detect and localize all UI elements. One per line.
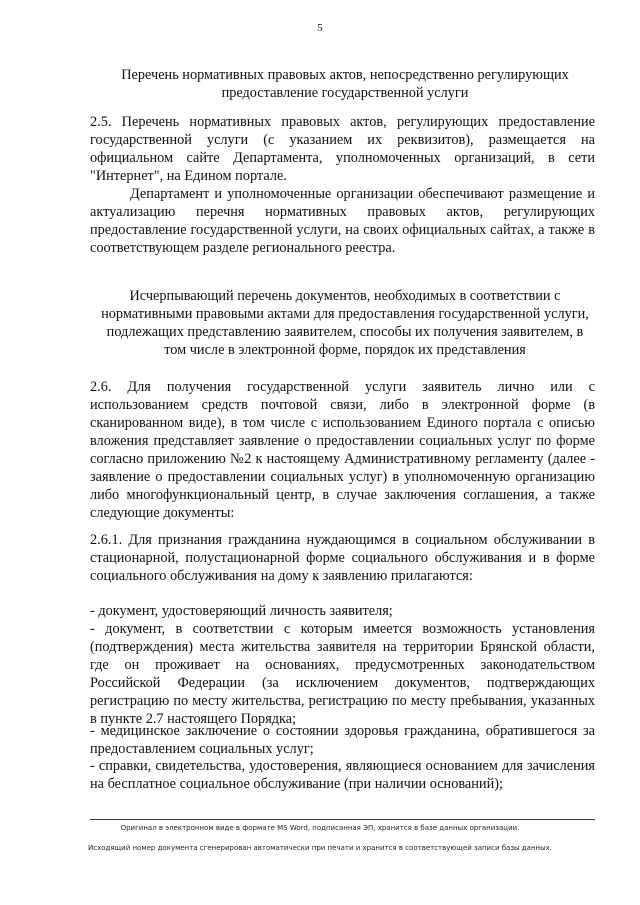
section-heading-legal-acts: Перечень нормативных правовых актов, непосредственно регулирующих предоставление государственной услуги	[121, 67, 569, 101]
section-heading-documents: Исчерпывающий перечень документов, необходимых в соответствии с нормативными правовыми актами для предоставления государственной услуги, подлежащих представлению заявителем, способы их получения заявителем, в том числе в электронной форме, порядок их представления	[101, 288, 589, 358]
footer-original-note: Оригинал в электронном виде в формате MS Word, подписанная ЭП, хранится в базе данных организации.	[120, 824, 520, 832]
list-item-identity-document: - документ, удостоверяющий личность заявителя;	[90, 603, 393, 619]
footer-number-note: Исходящий номер документа сгенерирован автоматически при печати и хранится в соответствующей записи базы данных.	[88, 844, 552, 852]
list-item-certificates: - справки, свидетельства, удостоверения, являющиеся основанием для зачисления на бесплатное социальное обслуживание (при наличии оснований);	[90, 758, 595, 792]
page-number: 5	[317, 22, 323, 34]
paragraph-department: Департамент и уполномоченные организации обеспечивают размещение и актуализацию перечня нормативных правовых актов, регулирующих предоставление государственной услуги, на своих официальных сайтах, а также в соответствующем разделе регионального реестра.	[90, 186, 595, 256]
paragraph-2-6: 2.6. Для получения государственной услуги заявитель лично или с использованием средств почтовой связи, либо в электронной форме (в сканированном виде), в том числе с использованием Единого портала с описью вложения представляет заявление о предоставлении социальных услуг по форме согласно приложению №2 к настоящему Административному регламенту (далее - заявление о предоставлении социальных услуг) в уполномоченную организацию либо многофункциональный центр, в случае заключения соглашения, а также следующие документы:	[90, 379, 595, 521]
list-item-medical-conclusion: - медицинское заключение о состоянии здоровья гражданина, обратившегося за предоставлением социальных услуг;	[90, 723, 595, 757]
paragraph-2-5: 2.5. Перечень нормативных правовых актов, регулирующих предоставление государственной услуги (с указанием их реквизитов), размещается на официальном сайте Департамента, уполномоченных организаций, в сети "Интернет", на Едином портале.	[90, 114, 595, 184]
list-item-residence-document: - документ, в соответствии с которым имеется возможность установления (подтверждения) места жительства заявителя на территории Брянской области, где он проживает на основаниях, предусмотренных законодательством Российской Федерации (за исключением документов, подтверждающих регистрацию по месту жительства, регистрацию по месту пребывания, указанных в пункте 2.7 настоящего Порядка;	[90, 621, 595, 727]
footer-divider	[90, 819, 595, 820]
paragraph-2-6-1: 2.6.1. Для признания гражданина нуждающимся в социальном обслуживании в стационарной, полустационарной форме социального обслуживания и в форме социального обслуживания на дому к заявлению прилагаются:	[90, 532, 595, 584]
